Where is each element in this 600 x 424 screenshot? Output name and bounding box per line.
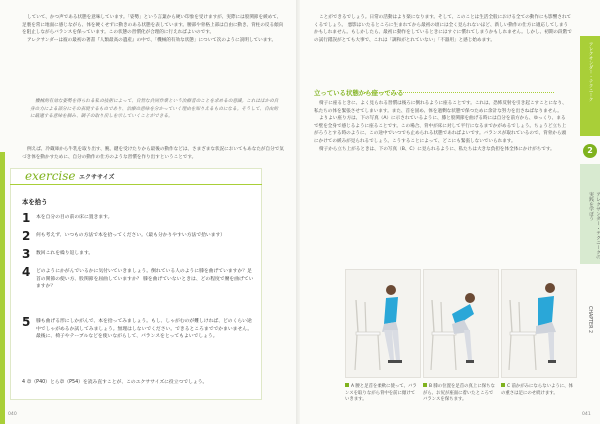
- side-tab-title: [580, 36, 600, 136]
- photo-c: [501, 269, 577, 378]
- caption-a: [345, 383, 419, 404]
- page-number-right: 041: [582, 412, 591, 417]
- side-tab-chapter-title: アレクサンダー・テクニークの実践を学ぼう: [588, 192, 600, 260]
- left-page: [0, 0, 298, 424]
- side-tab-chapter-area: [580, 164, 600, 264]
- person-seated-illustration: [502, 270, 576, 377]
- quote-text: 機械的有効な姿勢を得られる私の技術によって、自然な共同作業という治療者のことを求めるの意識。これはほかの自身の力による部分にその表現するものであり、治療の意味を分かっていく理由を知りえるものになる。そうして、自由的に最適する意味を掴み、調子の取り戻しを示していくことができる。: [30, 99, 279, 120]
- caption-c: [501, 383, 575, 397]
- step-text: 数回これを繰り返します。: [36, 251, 94, 256]
- section-heading: 立っている状態から座ってみる: [314, 89, 404, 97]
- paragraph: 椅子から立ち上がるときは、下の写真（B、C）に見られるように、私たちは大きな負担を体全体にかけがちです。: [319, 146, 555, 152]
- exercise-subtitle: エクササイズ: [79, 174, 115, 181]
- step-number: 4: [22, 265, 31, 279]
- step-text: 本を自分の目の前の床に置きます。: [36, 215, 113, 220]
- photo-a: [345, 269, 421, 378]
- caption-text: A 腰と足首を柔軟に使って、バランスを取りながら背中を前に傾けていきます。: [345, 384, 417, 403]
- right-top-text: [314, 14, 572, 44]
- exercise-title: exercise: [25, 169, 76, 183]
- left-top-text: [22, 14, 284, 44]
- step-number: 3: [22, 247, 31, 261]
- paragraph: 椅子に座るときに、よく見られる習慣は後ろに倒れるように座ることです。これは、恐怖反射を引き起こすことになり、私たちの体を緊張させてしまいます。また、首を固め、体を過剰な状態で保つために余計な努力を出さねばなりません。: [314, 101, 567, 114]
- paragraph: ことができるでしょう。日常の活動はより楽になります。そして、このことは生活全般における全ての動作にも影響されてくるでしょう。 悪影はいたるところに生まれてから最初の頃には全く見られないほど、新しい動作の仕方に適応してしまうかもしれません。もしかしたら、最初に動作をしているときにはすぐに慣れてしまうかもしれません。しかし、初期の段階での試行錯誤がとても大事で、これは「調和がとれていない」「不器用」と感じ始めます。: [314, 15, 572, 43]
- step-text: 何も考えず、いつもの方法で本を拾ってください。（最も分かりやすい方法で拾います）: [36, 233, 226, 238]
- left-bottom-text: [22, 146, 284, 161]
- page-number-left: 040: [8, 412, 17, 417]
- side-tab-title-text: アレクサンダー・テクニーク: [588, 42, 593, 102]
- section-divider: [364, 92, 554, 93]
- caption-text: B 膝の位置を足首の真上に保ちながら、お尻が座面に着いたところでバランスを保ちます。: [423, 384, 495, 403]
- photo-b: [423, 269, 499, 378]
- caption-text: C 前かがみにならないように、体の重さは足にのせ続けます。: [501, 384, 573, 396]
- caption-marker: [345, 383, 349, 387]
- paragraph: 例えば、冷蔵庫から牛乳を取り出す、腕、鍵を受けたりから最後の動作などは、さまざまな状況においてもあなたが自分で気づき体を動かすために、自分の動作の仕方のような習慣を作り出すということです。: [22, 147, 284, 160]
- person-lowering-illustration: [424, 270, 498, 377]
- section-text: [314, 100, 570, 153]
- paragraph: よりよい座り方は、下の写真（A）に示されているように、膝と股関節を曲げる時には自分を前方から、ゆっくり、まるで壁を全身で感じるように座ることです。この場合、背中が床に対して平行になるまでかがめるでしょう。ちょうど立ち上がろうとする時のように、この途中でいつでも止められる状態であればよいです。バランスが取れているので、背骨から頭にかけての緩みが見られるでしょう。こうすることによって、どこにも緊張しないでいられます。: [314, 116, 567, 144]
- chapter-side-tabs: [580, 36, 600, 396]
- chapter-number-badge: 2: [583, 144, 597, 158]
- step-number: 1: [22, 211, 31, 225]
- paragraph: していて、かつ声である状態を意味しています。「姿勢」という言葉から硬い印象を受けますが、実際には股関節を緩めて、足裏を常に地面に感じながら、体を硬くせずに動きのある状態を表しています。腰部や骨格上部は自由に動き、背柱の反る傾向を阻止しながらバランスを保っています。この状態の習慣化が合理的に行えればよいのです。: [22, 15, 284, 36]
- side-tab-chapter-label: CHAPTER 2: [587, 306, 592, 334]
- step-text: どのようにかがんでいるかに気付いていきましょう。倒れている人のように膝を曲げていますか？足首の関節の使い方、股関節を屈曲していますか？ 膝を曲げていないときは、どの程度で腰を曲げていますか？: [36, 269, 254, 290]
- step-number: 5: [22, 315, 31, 329]
- step-number: 2: [22, 229, 31, 243]
- caption-marker: [423, 383, 427, 387]
- caption-marker: [501, 383, 505, 387]
- step-text: 膝も曲げる形にしかがんで、本を拾ってみましょう。もし、しゃがむのが難しければ、どのくらい途中でしゃがめるか試してみましょう。無理はしないでください。できるところまででかまいません。最後に、椅子やテーブルなどを使いながらして、バランスをとってもよいでしょう。: [36, 319, 253, 340]
- exercise-heading: 本を拾う: [22, 198, 48, 206]
- paragraph: アレクサンダーは彼の最初の著書『人類最高の遺産』の中で、「機械的有効な状態」について次のように説明しています。: [27, 37, 277, 43]
- quote-block: [30, 98, 280, 121]
- exercise-footnote: 4 章（P40）とら章（P54）を読み直すことが、このエクササイズに役立つでしょう。: [22, 380, 208, 385]
- side-accent-bar: [0, 152, 5, 424]
- person-sitting-down-illustration: [346, 270, 420, 377]
- caption-b: [423, 383, 497, 404]
